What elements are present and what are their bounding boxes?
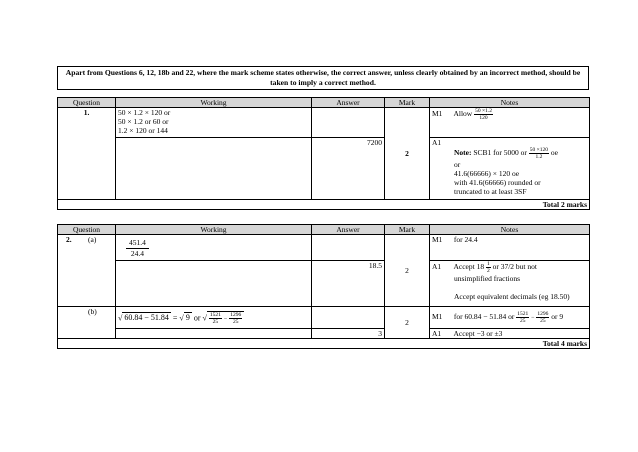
q2b-sqrt-fractions: $\frac{1521}{25}$ − $\frac{1296}{25}$	[207, 311, 244, 325]
q1-row-1	[58, 108, 590, 138]
q1-total: Total 2 marks	[58, 200, 590, 210]
q1-row-2	[58, 138, 590, 200]
q1-working-line: 50 × 1.2 or 60 or	[118, 117, 169, 126]
q1-total-row	[58, 200, 590, 210]
q2b-working: √ 60.84 − 51.84 = √ 9 or √ $\frac{1521}{25}$ − $\frac{1296}{25}$	[116, 307, 312, 329]
header-answer: Answer	[312, 98, 385, 108]
q2a-answer-blank	[312, 235, 385, 261]
question-2-table	[57, 224, 590, 349]
q1-answer-blank	[312, 108, 385, 138]
q2b-row-2	[58, 329, 590, 339]
header-working: Working	[116, 225, 312, 235]
sqrt-symbol: √	[179, 312, 184, 322]
header-mark: Mark	[385, 225, 430, 235]
table-header-row	[58, 225, 590, 235]
header-question: Question	[58, 98, 116, 108]
q2b-answer-blank	[312, 307, 385, 329]
sqrt-symbol: √	[118, 312, 123, 322]
q2a-answer: 18.5	[312, 261, 385, 307]
header-notes: Notes	[430, 98, 590, 108]
q1-m1-note: M1 Allow $\frac{50 \times 1.2}{120}$	[430, 108, 590, 138]
header-answer: Answer	[312, 225, 385, 235]
q2a-working-blank	[116, 261, 312, 307]
q2a-a1-note: A1 Accept 18 $\frac{1}{2}$ or 37/2 but not unsimplified fractions Accept equivalent decimals (eg 18.50)	[430, 261, 590, 307]
q1-working-blank	[116, 138, 312, 200]
q2a-m1-note: M1 for 24.4	[430, 235, 590, 261]
q1-a1-note: A1 Note: SCB1 for 5000 or $\frac{50 \times 120}{1.2}$ oe or 41.6(66666) × 120 oe with 41.6(66666) rounded or truncated to at least 3SF	[430, 138, 590, 200]
header-question: Question	[58, 225, 116, 235]
q1-working-line: 1.2 × 120 or 144	[118, 126, 168, 135]
q1-working	[116, 108, 312, 138]
q1-answer: 7200	[312, 138, 385, 200]
q2-number-b: (b)	[58, 307, 116, 339]
q2-number-a: 2. (a)	[58, 235, 116, 307]
mark-scheme-notice: Apart from Questions 6, 12, 18b and 22, where the mark scheme states otherwise, the correct answer, unless clearly obtained by an incorrect method, should be taken to imply a correct method.	[57, 66, 589, 90]
q2b-answer: 3	[312, 329, 385, 339]
q2a-row-2	[58, 261, 590, 307]
q2a-row-1	[58, 235, 590, 261]
q1-number: 1.	[58, 108, 116, 200]
q2a-mark: 2	[385, 235, 430, 307]
q1-mark: 2	[385, 108, 430, 200]
q2b-row-1	[58, 307, 590, 329]
q1-allow-fraction: $\frac{50 \times 1.2}{120}$	[475, 108, 492, 121]
header-working: Working	[116, 98, 312, 108]
question-1-table	[57, 97, 590, 210]
header-mark: Mark	[385, 98, 430, 108]
q2b-mark: 2	[385, 307, 430, 339]
q2b-m1-note: M1 for 60.84 − 51.84 or $\frac{1521}{25}$ − $\frac{1296}{25}$ or 9	[430, 307, 590, 329]
sqrt-symbol: √	[202, 312, 207, 322]
q2a-mixed-fraction: $\frac{1}{2}$	[486, 261, 490, 274]
table-header-row	[58, 98, 590, 108]
q2a-working	[116, 235, 312, 261]
q1-working-line: 50 × 1.2 × 120 or	[118, 108, 171, 117]
header-notes: Notes	[430, 225, 590, 235]
q2b-a1-note: A1 Accept −3 or ±3	[430, 329, 590, 339]
q2-total: Total 4 marks	[58, 339, 590, 349]
q1-scb1-fraction: $\frac{50 \times 120}{1.2}$	[529, 147, 549, 160]
q2-total-row	[58, 339, 590, 349]
q2b-working-blank	[116, 329, 312, 339]
q2a-working-fraction: $\frac{451.4}{24.4}$	[126, 238, 149, 259]
